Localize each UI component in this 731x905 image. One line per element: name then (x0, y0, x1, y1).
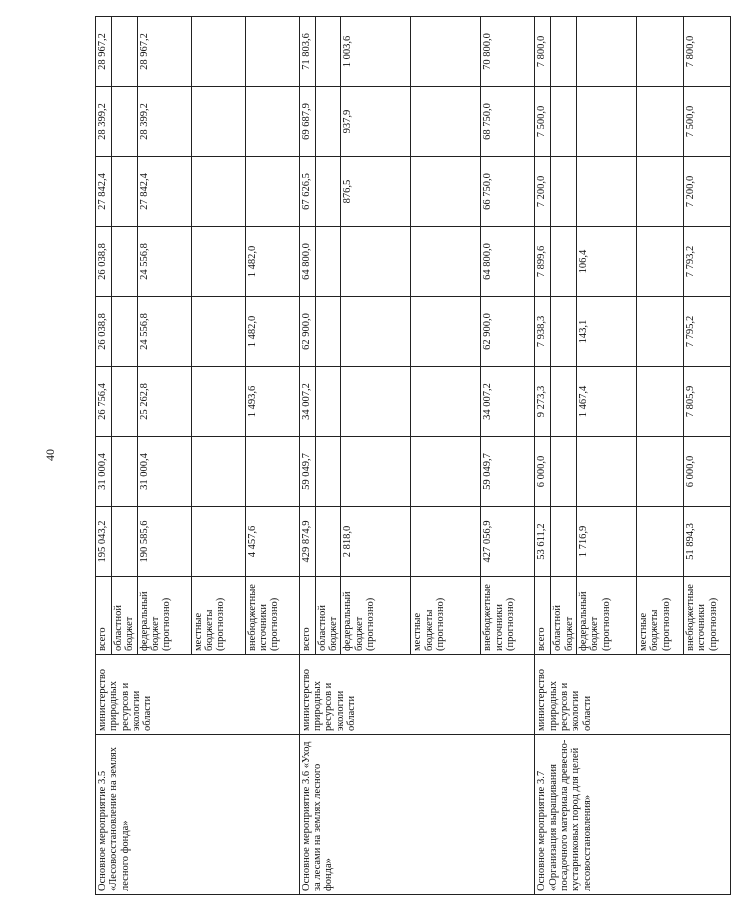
amount-cell (636, 437, 683, 507)
amount-cell (551, 437, 577, 507)
amount-cell (191, 297, 245, 367)
amount-cell (551, 297, 577, 367)
amount-cell (551, 367, 577, 437)
amount-cell (411, 507, 481, 577)
amount-cell: 7 200,0 (535, 157, 551, 227)
table-row (535, 17, 551, 895)
amount-cell: 70 800,0 (481, 17, 535, 87)
amount-cell (191, 157, 245, 227)
amount-cell (112, 157, 138, 227)
amount-cell: 28 967,2 (96, 17, 112, 87)
amount-cell (551, 227, 577, 297)
amount-cell (411, 157, 481, 227)
funding-source-cell: всего (96, 577, 112, 655)
amount-cell (191, 437, 245, 507)
amount-cell (112, 437, 138, 507)
amount-cell: 2 818,0 (341, 507, 411, 577)
amount-cell: 195 043,2 (96, 507, 112, 577)
amount-cell: 429 874,9 (299, 507, 315, 577)
amount-cell: 59 049,7 (481, 437, 535, 507)
amount-cell: 24 556,8 (137, 297, 191, 367)
amount-cell (551, 87, 577, 157)
measure-name-cell: Основное мероприятие 3.5 «Лесовосстановление на землях лесного фонда» (96, 735, 300, 895)
amount-cell (315, 297, 341, 367)
amount-cell: 67 626,5 (299, 157, 315, 227)
table-row (299, 17, 315, 895)
amount-cell (112, 87, 138, 157)
amount-cell (191, 17, 245, 87)
amount-cell (411, 437, 481, 507)
amount-cell (245, 437, 299, 507)
amount-cell: 34 007,2 (481, 367, 535, 437)
amount-cell (636, 157, 683, 227)
amount-cell (315, 227, 341, 297)
amount-cell (636, 297, 683, 367)
funding-source-cell: областной бюджет (551, 577, 577, 655)
amount-cell: 28 399,2 (137, 87, 191, 157)
amount-cell (636, 227, 683, 297)
amount-cell (411, 87, 481, 157)
amount-cell (112, 507, 138, 577)
amount-cell (576, 437, 636, 507)
amount-cell: 7 200,0 (683, 157, 730, 227)
amount-cell (636, 87, 683, 157)
amount-cell (315, 507, 341, 577)
amount-cell (411, 367, 481, 437)
amount-cell (576, 17, 636, 87)
amount-cell (191, 87, 245, 157)
amount-cell: 4 457,6 (245, 507, 299, 577)
amount-cell (191, 367, 245, 437)
amount-cell: 1 493,6 (245, 367, 299, 437)
amount-cell: 64 800,0 (481, 227, 535, 297)
amount-cell (245, 157, 299, 227)
amount-cell (341, 297, 411, 367)
amount-cell (245, 87, 299, 157)
amount-cell (112, 17, 138, 87)
amount-cell (191, 507, 245, 577)
funding-source-cell: местные бюджеты (прогнозно) (191, 577, 245, 655)
amount-cell: 7 899,6 (535, 227, 551, 297)
amount-cell: 7 938,3 (535, 297, 551, 367)
funding-source-cell: внебюджетные источники (прогнозно) (481, 577, 535, 655)
amount-cell: 64 800,0 (299, 227, 315, 297)
amount-cell: 66 750,0 (481, 157, 535, 227)
amount-cell: 7 500,0 (535, 87, 551, 157)
funding-source-cell: внебюджетные источники (прогнозно) (683, 577, 730, 655)
funding-source-cell: местные бюджеты (прогнозно) (636, 577, 683, 655)
amount-cell: 190 585,6 (137, 507, 191, 577)
amount-cell (191, 227, 245, 297)
amount-cell: 7 500,0 (683, 87, 730, 157)
amount-cell (341, 437, 411, 507)
amount-cell: 1 482,0 (245, 297, 299, 367)
executor-cell: министерство природных ресурсов и экологии области (299, 655, 535, 735)
amount-cell: 427 056,9 (481, 507, 535, 577)
amount-cell: 26 038,8 (96, 297, 112, 367)
amount-cell: 937,9 (341, 87, 411, 157)
amount-cell (551, 507, 577, 577)
amount-cell (636, 17, 683, 87)
amount-cell (341, 227, 411, 297)
table-body (96, 17, 731, 895)
table-row (96, 17, 112, 895)
funding-table (95, 16, 731, 895)
amount-cell: 51 894,3 (683, 507, 730, 577)
funding-source-cell: всего (299, 577, 315, 655)
amount-cell: 1 003,6 (341, 17, 411, 87)
amount-cell: 7 795,2 (683, 297, 730, 367)
amount-cell: 71 803,6 (299, 17, 315, 87)
amount-cell: 25 262,8 (137, 367, 191, 437)
funding-source-cell: местные бюджеты (прогнозно) (411, 577, 481, 655)
rotated-page-content (95, 17, 719, 895)
amount-cell (315, 157, 341, 227)
amount-cell: 27 842,4 (96, 157, 112, 227)
amount-cell (576, 157, 636, 227)
measure-name-cell: Основное мероприятие 3.7 «Организация выращивания посадочного материала древесно-кустарниковых пород для целей лесовосстановления» (535, 735, 731, 895)
amount-cell (636, 367, 683, 437)
amount-cell: 62 900,0 (299, 297, 315, 367)
funding-source-cell: федеральный бюджет (прогнозно) (137, 577, 191, 655)
funding-source-cell: федеральный бюджет (прогнозно) (341, 577, 411, 655)
amount-cell (341, 367, 411, 437)
amount-cell (112, 367, 138, 437)
amount-cell: 31 000,4 (96, 437, 112, 507)
amount-cell: 28 967,2 (137, 17, 191, 87)
amount-cell: 26 756,4 (96, 367, 112, 437)
amount-cell: 876,5 (341, 157, 411, 227)
amount-cell: 7 800,0 (683, 17, 730, 87)
funding-source-cell: областной бюджет (112, 577, 138, 655)
amount-cell: 26 038,8 (96, 227, 112, 297)
amount-cell (315, 367, 341, 437)
amount-cell (411, 227, 481, 297)
funding-source-cell: федеральный бюджет (прогнозно) (576, 577, 636, 655)
amount-cell: 143,1 (576, 297, 636, 367)
amount-cell (315, 17, 341, 87)
amount-cell: 31 000,4 (137, 437, 191, 507)
amount-cell: 34 007,2 (299, 367, 315, 437)
amount-cell: 7 800,0 (535, 17, 551, 87)
amount-cell: 27 842,4 (137, 157, 191, 227)
amount-cell: 62 900,0 (481, 297, 535, 367)
amount-cell: 1 467,4 (576, 367, 636, 437)
amount-cell: 9 273,3 (535, 367, 551, 437)
amount-cell (315, 87, 341, 157)
funding-source-cell: областной бюджет (315, 577, 341, 655)
amount-cell: 69 687,9 (299, 87, 315, 157)
amount-cell (112, 297, 138, 367)
executor-cell: министерство природных ресурсов и экологии области (96, 655, 300, 735)
amount-cell: 6 000,0 (535, 437, 551, 507)
executor-cell: министерство природных ресурсов и экологии области (535, 655, 731, 735)
amount-cell: 106,4 (576, 227, 636, 297)
amount-cell (112, 227, 138, 297)
amount-cell (411, 17, 481, 87)
amount-cell (551, 157, 577, 227)
amount-cell (245, 17, 299, 87)
funding-source-cell: внебюджетные источники (прогнозно) (245, 577, 299, 655)
funding-source-cell: всего (535, 577, 551, 655)
amount-cell (315, 437, 341, 507)
amount-cell (636, 507, 683, 577)
amount-cell (411, 297, 481, 367)
amount-cell (576, 87, 636, 157)
amount-cell: 24 556,8 (137, 227, 191, 297)
measure-name-cell: Основное мероприятие 3.6 «Уход за лесами на землях лесного фонда» (299, 735, 535, 895)
amount-cell: 1 716,9 (576, 507, 636, 577)
amount-cell (551, 17, 577, 87)
page-number: 40 (43, 449, 57, 461)
amount-cell: 68 750,0 (481, 87, 535, 157)
amount-cell: 53 611,2 (535, 507, 551, 577)
amount-cell: 7 805,9 (683, 367, 730, 437)
amount-cell: 1 482,0 (245, 227, 299, 297)
amount-cell: 59 049,7 (299, 437, 315, 507)
amount-cell: 7 793,2 (683, 227, 730, 297)
amount-cell: 6 000,0 (683, 437, 730, 507)
amount-cell: 28 399,2 (96, 87, 112, 157)
